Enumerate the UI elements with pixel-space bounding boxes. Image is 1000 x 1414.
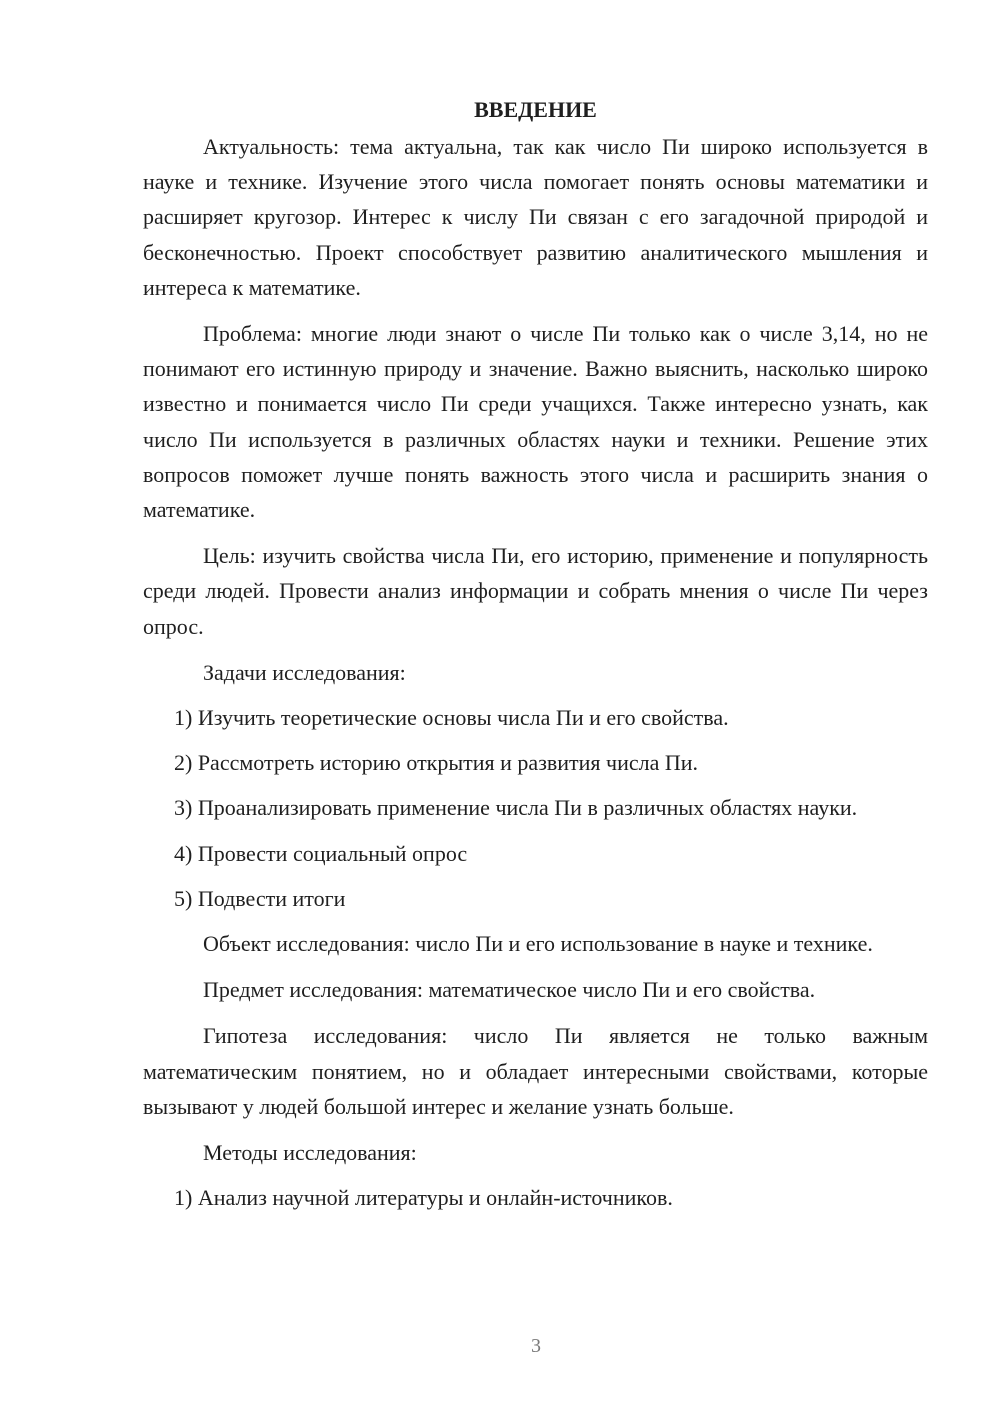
- tasks-heading: Задачи исследования:: [203, 659, 406, 685]
- task-item: 2) Рассмотреть историю открытия и развития числа Пи.: [174, 750, 699, 776]
- problem-paragraph: Проблема: многие люди знают о числе Пи только как о числе 3,14, но не понимают его истинную природу и значение. Важно выяснить, насколько широко известно и понимается число Пи среди учащихся. Также интересно узнать, как число Пи используется в различных областях науки и техники. Решение этих вопросов поможет лучше понять важность этого числа и расширить знания о математике.: [143, 321, 928, 523]
- method-item: 1) Анализ научной литературы и онлайн-источников.: [174, 1185, 673, 1211]
- goal-paragraph: Цель: изучить свойства числа Пи, его историю, применение и популярность среди людей. Провести анализ информации и собрать мнения о числе Пи через опрос.: [143, 543, 928, 639]
- hypothesis-paragraph: Гипотеза исследования: число Пи является не только важным математическим понятием, но и обладает интересными свойствами, которые вызывают у людей большой интерес и желание узнать больше.: [143, 1023, 928, 1119]
- page-number: 3: [531, 1335, 541, 1357]
- task-item: 5) Подвести итоги: [174, 885, 346, 911]
- relevance-paragraph: Актуальность: тема актуальна, так как число Пи широко используется в науке и технике. Изучение этого числа помогает понять основы математики и расширяет кругозор. Интерес к числу Пи связан с его загадочной природой и бесконечностью. Проект способствует развитию аналитического мышления и интереса к математике.: [143, 134, 928, 300]
- methods-heading: Методы исследования:: [203, 1140, 417, 1166]
- section-title: ВВЕДЕНИЕ: [474, 97, 597, 122]
- task-item: 1) Изучить теоретические основы числа Пи и его свойства.: [174, 705, 729, 731]
- object-paragraph: Объект исследования: число Пи и его использование в науке и технике.: [203, 931, 873, 957]
- task-item: 3) Проанализировать применение числа Пи в различных областях науки.: [174, 795, 858, 821]
- subject-paragraph: Предмет исследования: математическое число Пи и его свойства.: [203, 977, 816, 1003]
- document-page: [143, 92, 928, 1215]
- task-item: 4) Провести социальный опрос: [174, 840, 468, 866]
